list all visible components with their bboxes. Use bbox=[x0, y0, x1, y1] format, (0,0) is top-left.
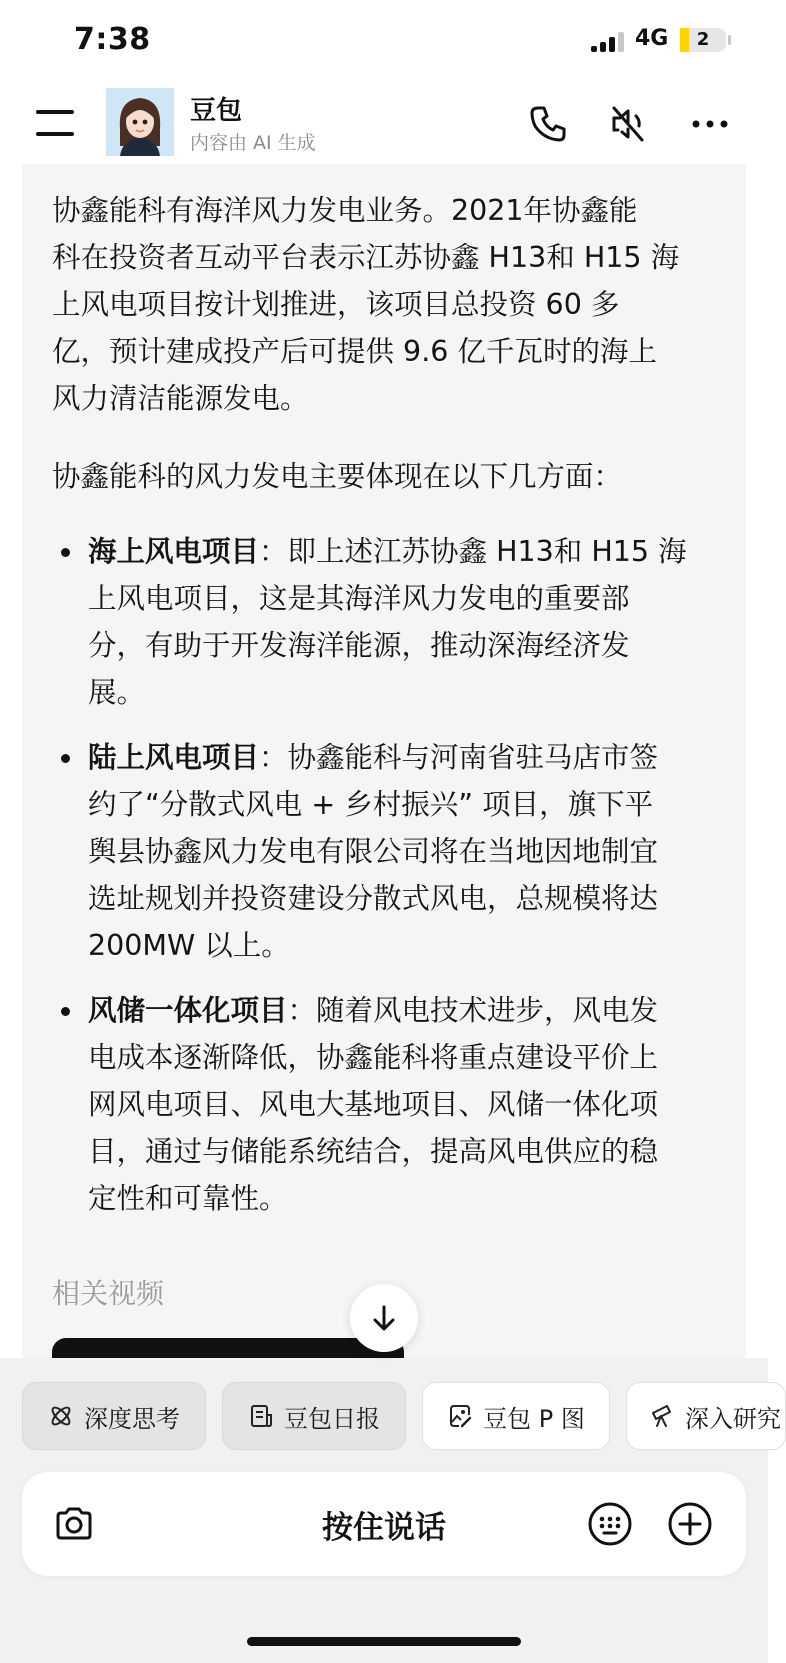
bullet-heading: 风储一体化项目 bbox=[88, 994, 288, 1027]
bullet-line: 电成本逐渐降低，协鑫能科将重点建设平价上 bbox=[88, 1041, 659, 1074]
atom-icon bbox=[48, 1403, 74, 1429]
chip-label: 豆包日报 bbox=[284, 1404, 380, 1433]
bullet-line: 目，通过与储能系统结合，提高风电供应的稳 bbox=[88, 1135, 659, 1168]
network-type: 4G bbox=[635, 26, 669, 51]
bottom-panel bbox=[0, 1358, 781, 1663]
home-indicator[interactable] bbox=[247, 1637, 521, 1646]
bullet-line: 上风电项目，这是其海洋风力发电的重要部 bbox=[88, 582, 630, 615]
status-bar bbox=[0, 0, 768, 84]
battery-text: 2 bbox=[696, 29, 710, 50]
bullet-list bbox=[52, 528, 720, 1240]
bullet-heading: 陆上风电项目 bbox=[88, 741, 260, 774]
page-title: 豆包 bbox=[190, 96, 243, 126]
bullet-line: 网风电项目、风电大基地项目、风储一体化项 bbox=[88, 1088, 659, 1121]
bullet-heading: 海上风电项目 bbox=[88, 535, 260, 568]
paragraph-2: 协鑫能科的风力发电主要体现在以下几方面： bbox=[52, 460, 623, 493]
bullet-separator: ： bbox=[287, 994, 317, 1027]
bullet-line: 约了“分散式风电 + 乡村振兴” 项目，旗下平 bbox=[88, 788, 654, 821]
bullet-line: 200MW 以上。 bbox=[88, 929, 290, 962]
paragraph-1 bbox=[52, 187, 679, 422]
status-time: 7:38 bbox=[74, 22, 151, 57]
input-bar bbox=[22, 1472, 746, 1576]
telescope-icon bbox=[649, 1403, 675, 1429]
bullet-item bbox=[52, 734, 720, 969]
paragraph-line: 协鑫能科有海洋风力发电业务。2021年协鑫能 bbox=[52, 194, 638, 227]
chip-label: 深入研究 bbox=[685, 1404, 781, 1433]
keyboard-icon[interactable] bbox=[586, 1500, 634, 1548]
bullet-line: 即上述江苏协鑫 H13和 H15 海 bbox=[287, 535, 687, 568]
chip-doubao-daily[interactable] bbox=[222, 1382, 406, 1450]
paragraph-line: 科在投资者互动平台表示江苏协鑫 H13和 H15 海 bbox=[52, 241, 680, 274]
chip-deep-thinking[interactable] bbox=[22, 1382, 206, 1450]
bullet-line: 选址规划并投资建设分散式风电，总规模将达 bbox=[88, 882, 659, 915]
chat-header bbox=[0, 84, 768, 164]
menu-icon[interactable] bbox=[36, 110, 76, 140]
paragraph-line: 风力清洁能源发电。 bbox=[52, 382, 309, 415]
related-videos-label: 相关视频 bbox=[52, 1277, 165, 1310]
bullet-item bbox=[52, 528, 720, 716]
paragraph-line: 上风电项目按计划推进，该项目总投资 60 多 bbox=[52, 288, 620, 321]
phone-icon[interactable] bbox=[526, 102, 570, 146]
bullet-separator: ： bbox=[259, 741, 288, 774]
chip-image-edit[interactable] bbox=[422, 1382, 610, 1450]
bullet-line: 定性和可靠性。 bbox=[88, 1182, 288, 1215]
chip-deep-research[interactable] bbox=[626, 1382, 786, 1450]
mute-icon[interactable] bbox=[606, 102, 650, 146]
paragraph-line: 亿，预计建成投产后可提供 9.6 亿千瓦时的海上 bbox=[52, 335, 657, 368]
more-icon[interactable] bbox=[688, 102, 732, 146]
hold-to-talk-button[interactable]: 按住说话 bbox=[322, 1510, 446, 1546]
chip-label: 深度思考 bbox=[84, 1404, 180, 1433]
bullet-line: 分，有助于开发海洋能源，推动深海经济发 bbox=[88, 629, 630, 662]
arrow-down-icon bbox=[368, 1302, 400, 1334]
avatar[interactable] bbox=[106, 88, 174, 156]
scroll-to-bottom-button[interactable] bbox=[350, 1284, 418, 1352]
battery-icon bbox=[680, 28, 726, 52]
ai-generated-note: 内容由 AI 生成 bbox=[190, 132, 316, 154]
bullet-separator: ： bbox=[259, 535, 288, 568]
chip-label: 豆包 P 图 bbox=[483, 1404, 585, 1433]
bullet-line: 协鑫能科与河南省驻马店市签 bbox=[287, 741, 659, 774]
bullet-item bbox=[52, 987, 720, 1222]
bullet-line: 随着风电技术进步，风电发 bbox=[316, 994, 659, 1027]
plus-icon[interactable] bbox=[666, 1500, 714, 1548]
shortcut-chips bbox=[0, 1382, 781, 1454]
bullet-line: 舆县协鑫风力发电有限公司将在当地因地制宜 bbox=[88, 835, 659, 868]
battery-cap bbox=[728, 35, 731, 45]
image-edit-icon bbox=[447, 1403, 473, 1429]
signal-icon bbox=[591, 32, 625, 52]
document-icon bbox=[248, 1403, 274, 1429]
bullet-line: 展。 bbox=[88, 676, 146, 709]
